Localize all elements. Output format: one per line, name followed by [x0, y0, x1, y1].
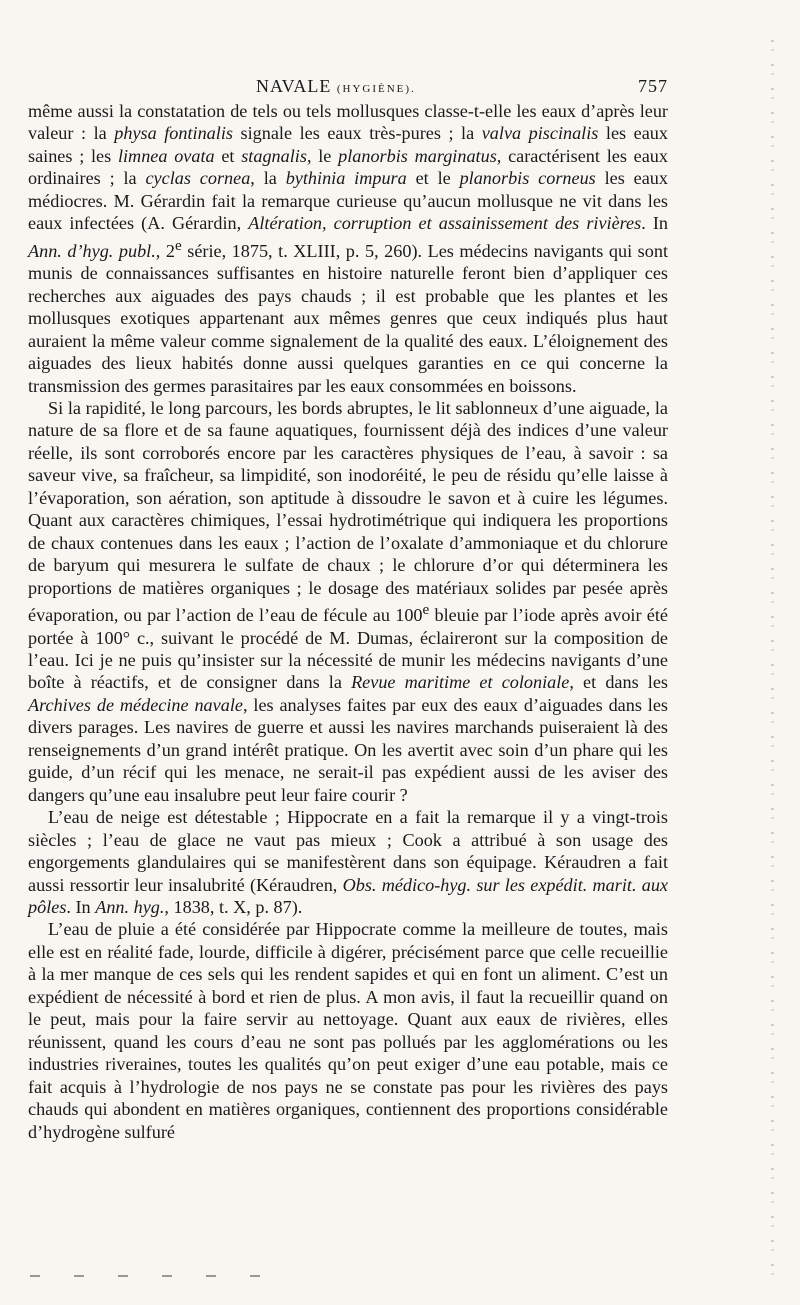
page-edge-scan-marks	[771, 40, 774, 1280]
paragraph-2: Si la rapidité, le long parcours, les bords abruptes, le lit sablonneux d’une aiguade, la nature de sa flore et de sa faune aquatiques, fournissent déjà des indices d’une valeur réelle, ils sont corroborés encore par les caractères physiques de l’eau, à savoir : sa saveur vive, sa fraîcheur, sa limpidité, son inodoréité, le peu de résidu qu’elle laisse à l’évaporation, son aération, son aptitude à dissoudre le savon et à cuire les légumes. Quant aux caractères chimiques, l’essai hydrotimétrique qui indiquera les proportions de chaux contenues dans les eaux ; l’action de l’oxalate d’ammoniaque et du chlorure de baryum qui mesurera le sulfate de chaux ; le chlorure d’or qui déterminera les proportions de matières organiques ; le dosage des matériaux solides par pesée après évaporation, ou par l’action de l’eau de fécule au 100e bleuie par l’iode après avoir été portée à 100° c., suivant le procédé de M. Dumas, éclaireront sur la composition de l’eau. Ici je ne puis qu’insister sur la nécessité de munir les médecins navigants d’une boîte à réactifs, et de consigner dans la Revue maritime et coloniale, et dans les Archives de médecine navale, les analyses faites par eux des eaux d’aiguades dans les divers parages. Les navires de guerre et aussi les navires marchands puiseraient là des renseignements d’un grand intérêt pratique. On les avertit avec soin d’un phare qui les guide, d’un récif qui les menace, ne serait-il pas expédient aussi de les aviser des dangers qu’une eau insalubre peut leur faire courir ?	[28, 397, 669, 805]
running-title-main: NAVALE	[256, 76, 332, 96]
paragraph-1: même aussi la constatation de tels ou tels mollusques classe-t-elle les eaux d’après leur valeur : la physa fontinalis signale les eaux très-pures ; la valva piscinalis les eaux saines ; les limnea ovata et stagnalis, le planorbis marginatus, caractérisent les eaux ordinaires ; la cyclas cornea, la bythinia impura et le planorbis corneus les eaux médiocres. M. Gérardin fait la remarque curieuse qu’aucun mollusque ne vit dans les eaux infectées (A. Gérardin, Altération, corruption et assainissement des rivières. In Ann. d’hyg. publ., 2e série, 1875, t. XLIII, p. 5, 260). Les médecins navigants qui sont munis de connaissances suffisantes en histoire naturelle feront bien d’appliquer ces recherches aux aiguades des pays chauds ; il est probable que les plantes et les mollusques exotiques appartenant aux mêmes genres que ceux indiqués plus haut auraient la même valeur comme signalement de la qualité des eaux. L’éloignement des aiguades des lieux habités donne aussi quelques garanties en ce qui concerne la transmission des germes parasitaires par les eaux consommées en boissons.	[28, 101, 668, 396]
paragraph-4: L’eau de pluie a été considérée par Hippocrate comme la meilleure de toutes, mais elle est en réalité fade, lourde, difficile à digérer, précisément parce que celle recueillie à la mer manque de ces sels qui les rendent sapides et qui en font un aliment. C’est un expédient de nécessité à bord et rien de plus. A mon avis, il faut la recueillir quand on le peut, mais pour la faire servir au nettoyage. Quant aux eaux de rivières, elles réunissent, quand les cours d’eau ne sont pas pollués par les agglomérations ou les industries riveraines, toutes les qualités qu’on peut exiger d’une eau potable, mais ce fait acquis à l’hydrologie de nos pays ne se constate pas pour les rivières des pays chauds qui abondent en matières organiques, contiennent des proportions considérable d’hydrogène sulfuré	[28, 919, 668, 1142]
book-page	[28, 76, 668, 1143]
running-title-sub: (HYGIÈNE).	[336, 83, 416, 95]
page-number: 757	[638, 76, 668, 96]
running-header	[28, 76, 668, 100]
body-text	[28, 100, 668, 1143]
running-title	[256, 76, 416, 97]
footer-scan-marks	[30, 1275, 290, 1277]
paragraph-3: L’eau de neige est détestable ; Hippocrate en a fait la remarque il y a vingt-trois siècles ; l’eau de glace ne vaut pas mieux ; Cook a attribué à son usage des engorgements glandulaires qui se manifestèrent dans son équipage. Kéraudren a fait aussi ressortir leur insalubrité (Kéraudren, Obs. médico-hyg. sur les expédit. marit. aux pôles. In Ann. hyg., 1838, t. X, p. 87).	[28, 807, 669, 917]
